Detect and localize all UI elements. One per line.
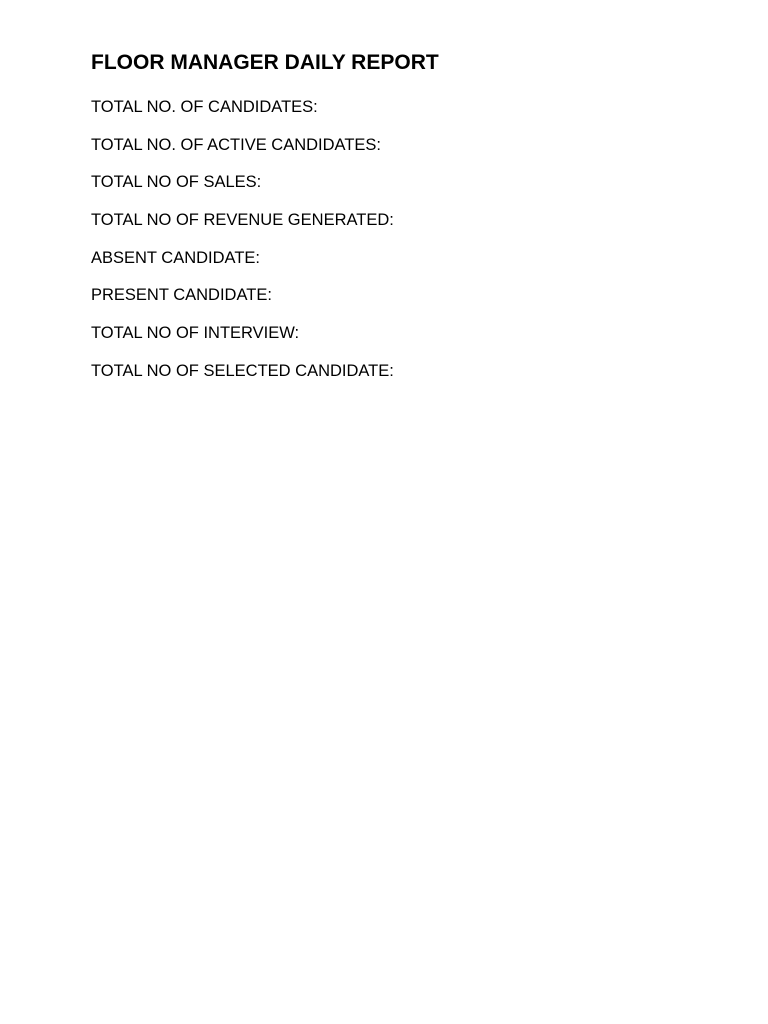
field-total-revenue-generated: TOTAL NO OF REVENUE GENERATED: (91, 211, 394, 230)
report-title: FLOOR MANAGER DAILY REPORT (91, 51, 439, 74)
field-total-interview: TOTAL NO OF INTERVIEW: (91, 324, 300, 343)
field-total-selected-candidate: TOTAL NO OF SELECTED CANDIDATE: (91, 361, 394, 380)
field-present-candidate: PRESENT CANDIDATE: (91, 286, 272, 305)
field-total-candidates: TOTAL NO. OF CANDIDATES: (91, 98, 318, 116)
field-total-active-candidates: TOTAL NO. OF ACTIVE CANDIDATES: (91, 135, 382, 154)
report-field-list (91, 95, 394, 397)
field-absent-candidate: ABSENT CANDIDATE: (91, 248, 261, 267)
field-total-sales: TOTAL NO OF SALES: (91, 173, 262, 192)
